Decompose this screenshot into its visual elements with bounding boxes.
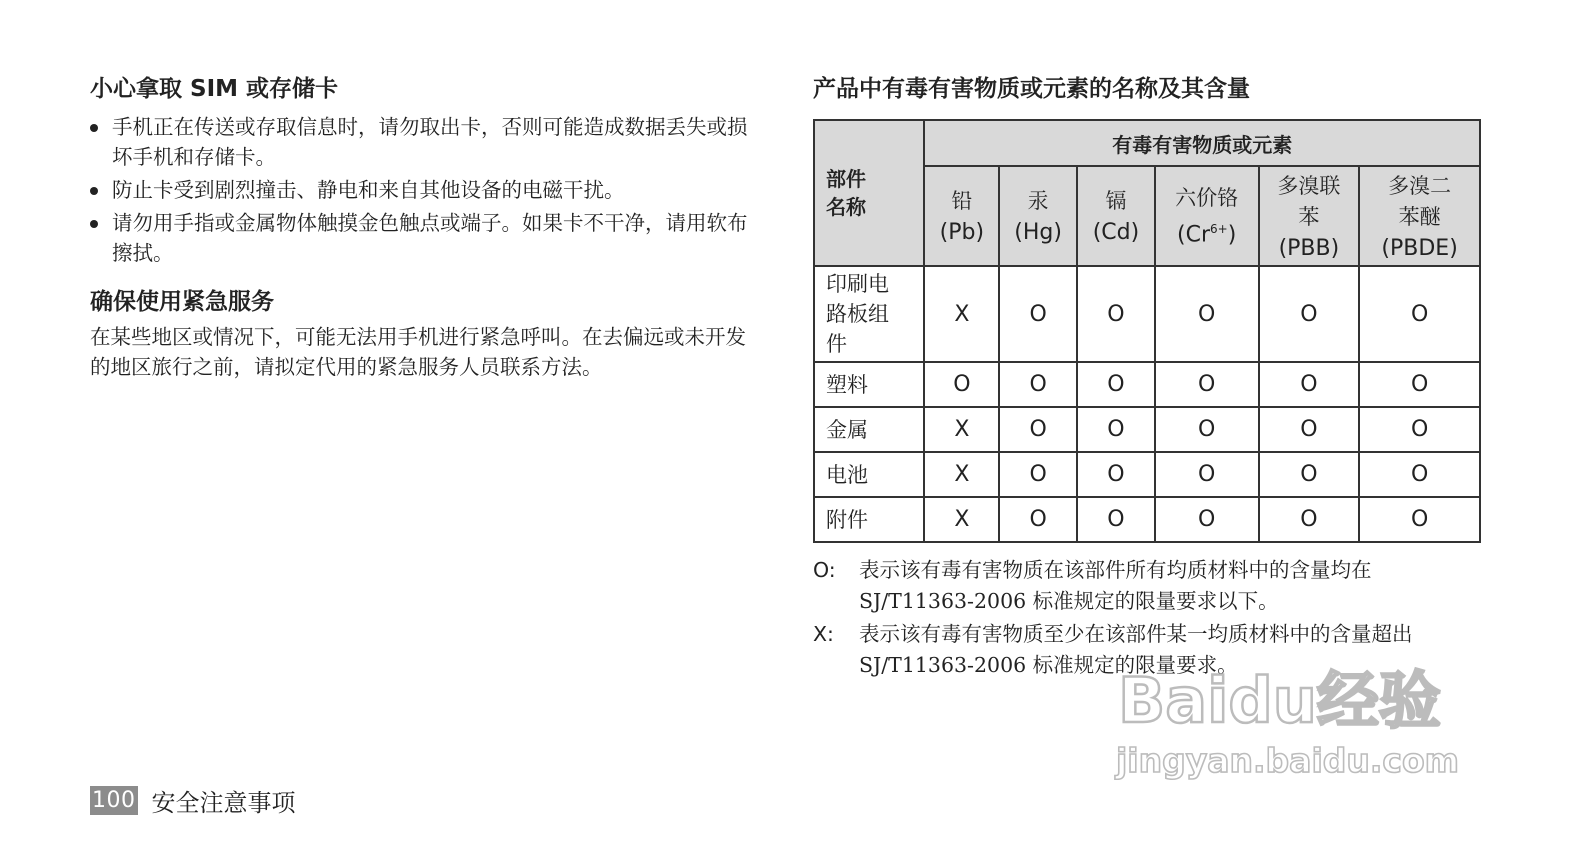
legend-key: X: xyxy=(813,622,834,646)
emergency-section xyxy=(90,285,750,382)
part-name-cell: 印刷电 路板组 件 xyxy=(814,266,924,362)
table-cell: O xyxy=(1155,407,1259,452)
table-cell: O xyxy=(1155,362,1259,407)
table-cell: O xyxy=(1077,407,1155,452)
bullet-item xyxy=(90,112,750,172)
part-name-cell: 塑料 xyxy=(814,362,924,407)
table-cell: O xyxy=(1155,452,1259,497)
table-cell: O xyxy=(1155,266,1259,362)
table-cell: O xyxy=(1259,452,1360,497)
table-cell: O xyxy=(1155,497,1259,542)
table-row xyxy=(814,497,1480,542)
column-header-cd: 镉 (Cd) xyxy=(1077,166,1155,266)
table-cell: O xyxy=(999,497,1077,542)
baidu-watermark-logo xyxy=(1112,660,1472,780)
bullet-text: 防止卡受到剧烈撞击、静电和来自其他设备的电磁干扰。 xyxy=(112,178,625,202)
emergency-heading: 确保使用紧急服务 xyxy=(90,289,274,315)
corner-line: 部件 xyxy=(826,167,866,191)
table-cell: O xyxy=(1359,407,1480,452)
table-row xyxy=(814,266,1480,362)
table-cell: O xyxy=(1259,407,1360,452)
footer-section-name: 安全注意事项 xyxy=(151,789,296,817)
table-cell: O xyxy=(999,362,1077,407)
right-column xyxy=(813,72,1481,683)
column-header-pbde: 多溴二 苯醚 (PBDE) xyxy=(1359,166,1480,266)
table-cell: O xyxy=(1077,452,1155,497)
emergency-paragraph: 在某些地区或情况下，可能无法用手机进行紧急呼叫。在去偏远或未开发的地区旅行之前，请拟定代用的紧急服务人员联系方法。 xyxy=(90,325,746,379)
bullet-item xyxy=(90,208,750,268)
column-header-pbb: 多溴联 苯 (PBB) xyxy=(1259,166,1360,266)
legend-item-o xyxy=(813,555,1481,617)
table-cell: O xyxy=(924,362,999,407)
table-cell: O xyxy=(1359,362,1480,407)
left-column xyxy=(90,72,750,382)
bullet-text: 请勿用手指或金属物体触摸金色触点或端子。如果卡不干净，请用软布擦拭。 xyxy=(112,211,748,265)
legend-text: 表示该有毒有害物质在该部件所有均质材料中的含量均在 SJ/T11363-2006 标准规定的限量要求以下。 xyxy=(859,558,1372,613)
page-footer xyxy=(90,783,296,818)
part-name-cell: 金属 xyxy=(814,407,924,452)
sim-card-heading: 小心拿取 SIM 或存储卡 xyxy=(90,76,339,102)
table-cell: O xyxy=(999,452,1077,497)
part-name-cell: 附件 xyxy=(814,497,924,542)
column-header-hg: 汞 (Hg) xyxy=(999,166,1077,266)
table-cell: O xyxy=(1077,266,1155,362)
table-cell: O xyxy=(1259,266,1360,362)
legend-key: O: xyxy=(813,558,836,582)
substances-group-header: 有毒有害物质或元素 xyxy=(924,120,1480,166)
table-cell: O xyxy=(1077,362,1155,407)
part-name-cell: 电池 xyxy=(814,452,924,497)
table-cell: O xyxy=(999,266,1077,362)
table-cell: O xyxy=(1259,362,1360,407)
corner-line: 名称 xyxy=(826,195,866,219)
table-cell: X xyxy=(924,452,999,497)
bullet-item xyxy=(90,175,750,205)
bullet-dot-icon xyxy=(90,124,98,132)
page-number: 100 xyxy=(92,788,136,813)
bullet-dot-icon xyxy=(90,220,98,228)
column-header-pb: 铅 (Pb) xyxy=(924,166,999,266)
table-row xyxy=(814,407,1480,452)
table-cell: O xyxy=(1359,266,1480,362)
table-cell: O xyxy=(1359,497,1480,542)
substances-title: 产品中有毒有害物质或元素的名称及其含量 xyxy=(813,76,1250,102)
part-name-header xyxy=(814,120,924,266)
table-cell: X xyxy=(924,407,999,452)
table-cell: X xyxy=(924,266,999,362)
watermark-url: jingyan.baidu.com xyxy=(1116,741,1460,780)
table-cell: O xyxy=(1259,497,1360,542)
column-header-cr6: 六价铬 $(Cr^{6+})$ xyxy=(1155,166,1259,266)
hazardous-substances-table xyxy=(813,119,1481,543)
table-cell: X xyxy=(924,497,999,542)
bullet-text: 手机正在传送或存取信息时，请勿取出卡，否则可能造成数据丢失或损坏手机和存储卡。 xyxy=(112,115,748,169)
table-row xyxy=(814,452,1480,497)
table-cell: O xyxy=(999,407,1077,452)
watermark-brand: Baidu经验 xyxy=(1118,664,1441,737)
table-cell: O xyxy=(1359,452,1480,497)
sim-card-bullet-list xyxy=(90,112,750,268)
table-row xyxy=(814,362,1480,407)
table-cell: O xyxy=(1077,497,1155,542)
legend-text: 表示该有毒有害物质至少在该部件某一均质材料中的含量超出 SJ/T11363-2006 标准规定的限量要求。 xyxy=(859,622,1413,677)
bullet-dot-icon xyxy=(90,187,98,195)
